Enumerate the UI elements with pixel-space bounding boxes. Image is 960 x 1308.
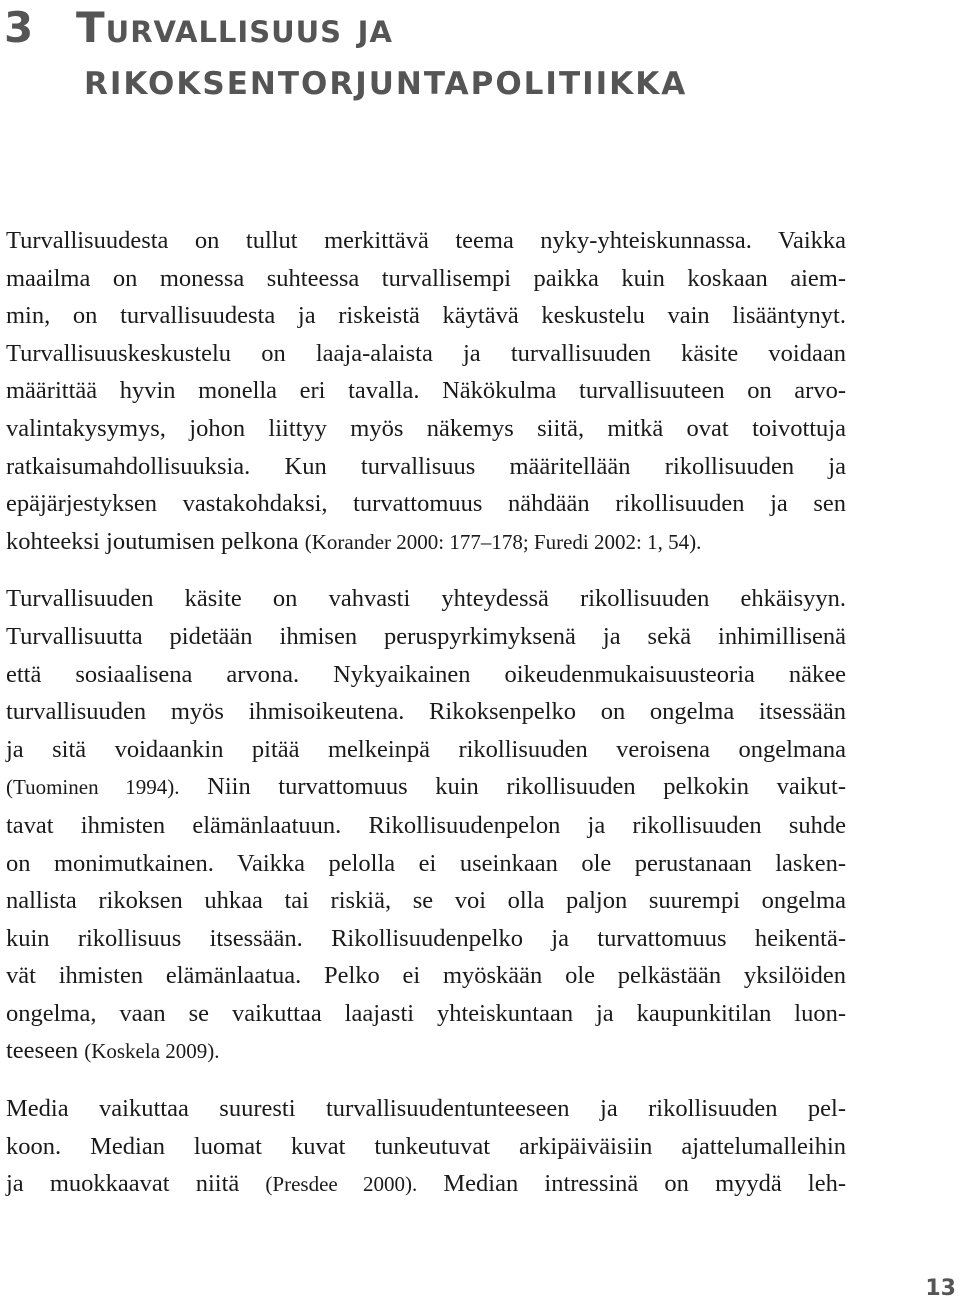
- text-line: vät ihmisten elämänlaatua. Pelko ei myöskään ole pelkästään yksilöiden: [6, 962, 846, 990]
- citation: (Korander 2000: 177–178; Furedi 2002: 1, 54).: [304, 529, 702, 554]
- chapter-title-line1: Turvallisuus ja: [76, 3, 393, 52]
- text-line: Media vaikuttaa suuresti turvallisuudentunteeseen ja rikollisuuden pel-: [6, 1095, 846, 1123]
- text-line: että sosiaalisena arvona. Nykyaikainen oikeudenmukaisuusteoria näkee: [6, 660, 846, 688]
- chapter-heading: [4, 2, 944, 102]
- text-line: maailma on monessa suhteessa turvallisempi paikka kuin koskaan aiem-: [6, 264, 846, 292]
- text-line: [6, 768, 846, 807]
- text-line: ratkaisumahdollisuuksia. Kun turvallisuus määritellään rikollisuuden ja: [6, 452, 846, 480]
- text-line: nallista rikoksen uhkaa tai riskiä, se voi olla paljon suurempi ongelma: [6, 887, 846, 915]
- text-line: turvallisuuden myös ihmisoikeutena. Rikoksenpelko on ongelma itsessään: [6, 698, 846, 726]
- text-line: Turvallisuutta pidetään ihmisen peruspyrkimyksenä ja sekä inhimillisenä: [6, 622, 846, 650]
- text-line: kuin rikollisuus itsessään. Rikollisuudenpelko ja turvattomuus heikentä-: [6, 924, 846, 952]
- text-fragment: teeseen: [6, 1037, 85, 1065]
- text-fragment: ja muokkaavat niitä: [6, 1170, 266, 1198]
- text-line: min, on turvallisuudesta ja riskeistä käytävä keskustelu vain lisääntynyt.: [6, 302, 846, 330]
- text-line: epäjärjestyksen vastakohdaksi, turvattomuus nähdään rikollisuuden ja sen: [6, 490, 846, 518]
- citation: (Tuominen 1994).: [6, 775, 180, 800]
- text-line: Turvallisuuskeskustelu on laaja-alaista ja turvallisuuden käsite voidaan: [6, 339, 846, 367]
- text-fragment: Median intressinä on myydä leh-: [417, 1170, 847, 1198]
- text-line: tavat ihmisten elämänlaatuun. Rikollisuudenpelon ja rikollisuuden suhde: [6, 811, 846, 839]
- text-line: ongelma, vaan se vaikuttaa laajasti yhteiskuntaan ja kaupunkitilan luon-: [6, 999, 846, 1027]
- citation: (Presdee 2000).: [265, 1172, 418, 1197]
- page-number: 13: [925, 1276, 956, 1301]
- text-line: koon. Median luomat kuvat tunkeutuvat arkipäiväisiin ajattelumalleihin: [6, 1132, 846, 1160]
- text-line: Turvallisuuden käsite on vahvasti yhteydessä rikollisuuden ehkäisyyn.: [6, 585, 846, 613]
- text-line: määrittää hyvin monella eri tavalla. Näkökulma turvallisuuteen on arvo-: [6, 377, 846, 405]
- paragraph-1: [6, 222, 846, 561]
- text-fragment: Niin turvattomuus kuin rikollisuuden pelkokin vaikut-: [179, 773, 846, 801]
- text-line: [6, 1032, 846, 1071]
- text-line: [6, 523, 846, 562]
- citation: (Koskela 2009).: [84, 1039, 220, 1064]
- text-line: Turvallisuudesta on tullut merkittävä teema nyky-yhteiskunnassa. Vaikka: [6, 227, 846, 254]
- text-line: ja sitä voidaankin pitää melkeinpä rikollisuuden veroisena ongelmana: [6, 735, 846, 763]
- text-line: valintakysymys, johon liittyy myös näkemys siitä, mitkä ovat toivottuja: [6, 414, 846, 442]
- chapter-title-line2: RIKOKSENTORJUNTAPOLITIIKKA: [84, 66, 688, 102]
- paragraph-2: [6, 580, 846, 1071]
- chapter-number: 3: [4, 3, 35, 52]
- text-fragment: kohteeksi joutumisen pelkona: [6, 527, 305, 555]
- text-line: [6, 1165, 846, 1204]
- paragraph-3: [6, 1090, 846, 1204]
- text-line: on monimutkainen. Vaikka pelolla ei useinkaan ole perustanaan lasken-: [6, 849, 846, 877]
- body-text: [6, 222, 846, 1204]
